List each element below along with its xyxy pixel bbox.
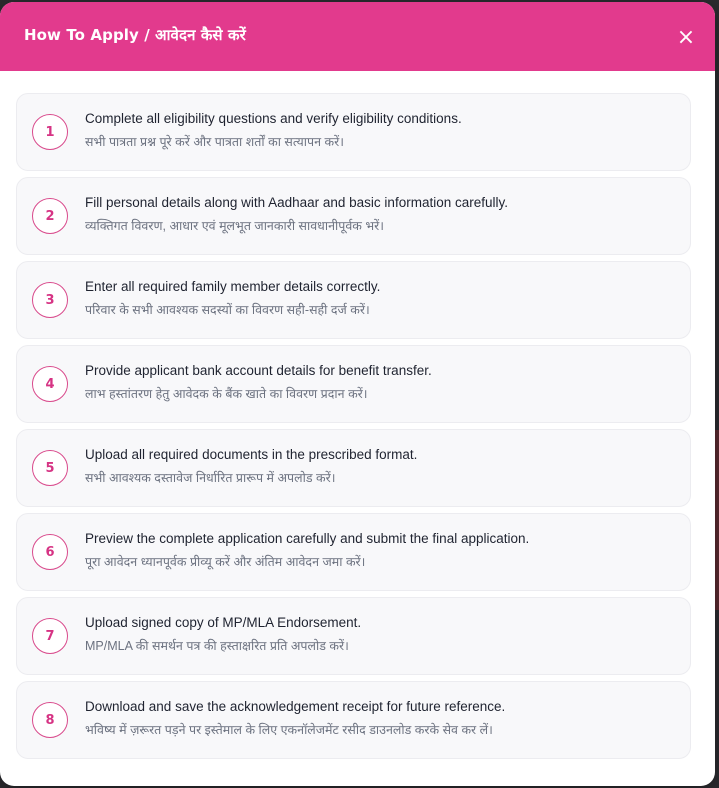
how-to-apply-modal bbox=[0, 2, 715, 786]
step-english-text: Preview the complete application carefully and submit the final application. bbox=[85, 531, 530, 546]
step-number-badge: 1 bbox=[32, 114, 68, 150]
step-english-text: Enter all required family member details correctly. bbox=[85, 279, 381, 294]
step-hindi-text: व्यक्तिगत विवरण, आधार एवं मूलभूत जानकारी सावधानीपूर्वक भरें। bbox=[85, 219, 385, 233]
step-english-text: Download and save the acknowledgement receipt for future reference. bbox=[85, 699, 506, 714]
step-item bbox=[16, 93, 691, 171]
modal-title: How To Apply / आवेदन कैसे करें bbox=[24, 25, 246, 44]
close-icon[interactable]: × bbox=[676, 24, 696, 50]
step-item bbox=[16, 597, 691, 675]
step-english-text: Upload all required documents in the prescribed format. bbox=[85, 447, 418, 462]
step-item bbox=[16, 513, 691, 591]
steps-list bbox=[0, 71, 715, 759]
step-item bbox=[16, 261, 691, 339]
step-hindi-text: सभी पात्रता प्रश्न पूरे करें और पात्रता शर्तों का सत्यापन करें। bbox=[85, 135, 344, 149]
step-hindi-text: भविष्य में ज़रूरत पड़ने पर इस्तेमाल के लिए एकनॉलेजमेंट रसीद डाउनलोड करके सेव कर लें। bbox=[85, 723, 493, 737]
step-text bbox=[85, 698, 505, 738]
step-number-badge: 4 bbox=[32, 366, 68, 402]
step-hindi-text: MP/MLA की समर्थन पत्र की हस्ताक्षरित प्रति अपलोड करें। bbox=[85, 639, 349, 653]
step-number-badge: 6 bbox=[32, 534, 68, 570]
step-number-badge: 7 bbox=[32, 618, 68, 654]
step-hindi-text: सभी आवश्यक दस्तावेज निर्धारित प्रारूप में अपलोड करें। bbox=[85, 471, 336, 485]
modal-header bbox=[0, 2, 715, 71]
step-number-badge: 3 bbox=[32, 282, 68, 318]
step-item bbox=[16, 345, 691, 423]
step-number-badge: 8 bbox=[32, 702, 68, 738]
step-item bbox=[16, 681, 691, 759]
step-hindi-text: पूरा आवेदन ध्यानपूर्वक प्रीव्यू करें और अंतिम आवेदन जमा करें। bbox=[85, 555, 366, 569]
step-english-text: Complete all eligibility questions and verify eligibility conditions. bbox=[85, 111, 462, 126]
step-english-text: Upload signed copy of MP/MLA Endorsement. bbox=[85, 615, 362, 630]
step-hindi-text: परिवार के सभी आवश्यक सदस्यों का विवरण सही-सही दर्ज करें। bbox=[85, 303, 370, 317]
step-text bbox=[85, 530, 529, 570]
step-text bbox=[85, 362, 432, 402]
step-text bbox=[85, 278, 380, 318]
step-english-text: Provide applicant bank account details for benefit transfer. bbox=[85, 363, 432, 378]
step-item bbox=[16, 177, 691, 255]
step-item bbox=[16, 429, 691, 507]
step-text bbox=[85, 446, 417, 486]
step-english-text: Fill personal details along with Aadhaar and basic information carefully. bbox=[85, 195, 508, 210]
step-text bbox=[85, 194, 508, 234]
step-number-badge: 5 bbox=[32, 450, 68, 486]
step-number-badge: 2 bbox=[32, 198, 68, 234]
step-text bbox=[85, 110, 462, 150]
step-text bbox=[85, 614, 361, 654]
step-hindi-text: लाभ हस्तांतरण हेतु आवेदक के बैंक खाते का विवरण प्रदान करें। bbox=[85, 387, 368, 401]
